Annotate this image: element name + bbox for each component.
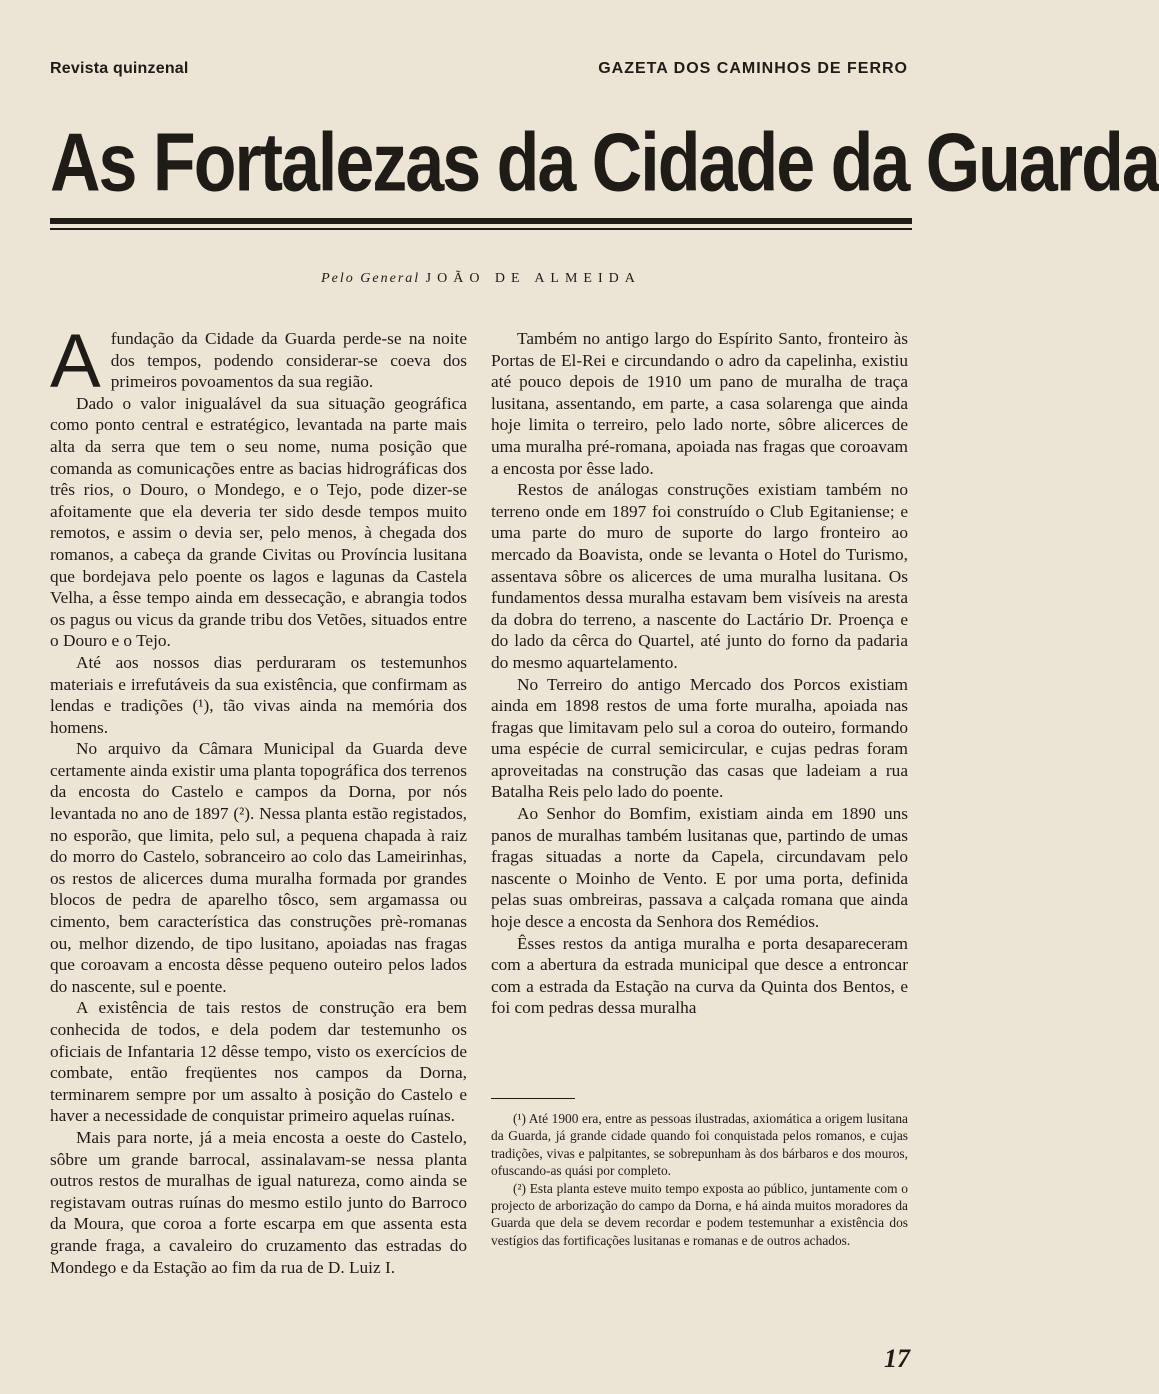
paragraph: Restos de análogas construções existiam também no terreno onde em 1897 foi construído o Club Egitaniense; e uma parte do muro de suporte do largo fronteiro ao mercado da Boavista, onde se levanta o Hotel do Turismo, assentava sôbre os alicerces de uma muralha lusitana. Os fundamentos dessa muralha estavam bem visíveis na aresta da dobra do terreno, a nascente do Lactário Dr. Proença e do lado da cêrca do Quartel, até junto do forno da padaria do mesmo aquartelamento.: [491, 480, 908, 672]
left-column: [50, 319, 467, 1278]
header-right: GAZETA DOS CAMINHOS DE FERRO: [598, 60, 908, 77]
page-number: 17: [884, 1344, 910, 1373]
paragraph: No arquivo da Câmara Municipal da Guarda deve certamente ainda existir uma planta topográfica dos terrenos da encosta do Castelo e campos da Dorna, por nós levantada no ano de 1897 (²). Nessa planta estão registados, no esporão, que limita, pelo sul, a pequena chapada à raiz do morro do Castelo, sobranceiro ao colo das Lameirinhas, os restos de alicerces duma muralha formada por grandes blocos de pedra de aparelho tôsco, sem argamassa ou cimento, bem característica das construções prè-romanas ou, melhor dizendo, de tipo lusitano, apoiadas nas fragas que coroavam a encosta dêsse pequeno outeiro pelos lados do nascente, sul e poente.: [50, 739, 467, 996]
footnote-rule: [491, 1098, 575, 1099]
drop-cap: A: [50, 319, 101, 404]
paragraph: Êsses restos da antiga muralha e porta desapareceram com a abertura da estrada municipal que desce a entroncar com a estrada da Estação na curva da Quinta dos Bentos, e foi com pedras dessa muralha: [491, 933, 908, 1018]
paragraph: Ao Senhor do Bomfim, existiam ainda em 1890 uns panos de muralhas também lusitanas que, partindo de umas fragas situadas a norte da Capela, circundavam pelo nascente o Moinho de Vento. E por uma porta, definida pelas suas ombreiras, passava a calçada romana que ainda hoje desce a encosta da Senhora dos Remédios.: [491, 804, 908, 932]
paragraph: Até aos nossos dias perduraram os testemunhos materiais e irrefutáveis da sua existência, que confirmam as lendas e tradições (¹), tão vivas ainda na memória dos homens.: [50, 652, 467, 737]
byline-prefix: Pelo General: [321, 271, 421, 286]
footnote-1: (¹) Até 1900 era, entre as pessoas ilustradas, axiomática a origem lusitana da Guarda, já grande cidade quando foi conquistada pelos romanos, e cujas tradições, vivas e palpitantes, se sobrepunham às dos bárbaros e dos mouros, ofuscando-as quási por completo.: [491, 1111, 908, 1179]
byline-author: JOÃO DE ALMEIDA: [425, 271, 641, 286]
footnote-2: (²) Esta planta esteve muito tempo exposta ao público, juntamente com o projecto de arborização do campo da Dorna, e há ainda muitos moradores da Guarda que dela se devem recordar e podem testemunhar a existência dos vestígios das fortificações lusitanas e romanas e de outros achados.: [491, 1180, 908, 1248]
byline: [0, 271, 962, 287]
paragraph: [50, 319, 467, 404]
paragraph: No Terreiro do antigo Mercado dos Porcos existiam ainda em 1898 restos de uma forte muralha, apoiada nas fragas que limitavam pelo sul a coroa do outeiro, formando uma espécie de curral semicircular, e cujas pedras foram aproveitadas na construção das casas que ladeiam a rua Batalha Reis pelo lado do poente.: [491, 674, 908, 802]
paragraph: Mais para norte, já a meia encosta a oeste do Castelo, sôbre um grande barrocal, assinalavam-se nessa planta outros restos de muralhas de igual natureza, como ainda se registavam outras ruínas do mesmo estilo junto do Barroco da Moura, que coroa a forte escarpa em que assenta esta grande fraga, a cavaleiro do cruzamento das estradas do Mondego e da Estação ao fim da rua de D. Luiz I.: [50, 1127, 467, 1277]
paragraph: A existência de tais restos de construção era bem conhecida de todos, e dela podem dar testemunho os oficiais de Infantaria 12 dêsse tempo, visto os exercícios de combate, então freqüentes nos campos da Dorna, terminarem sempre por um assalto à posição do Castelo e haver a necessidade de conquistar primeiro aquelas ruínas.: [50, 998, 467, 1126]
right-column: [491, 328, 908, 1019]
title-rule-thin: [50, 228, 912, 230]
paragraph-text: fundação da Cidade da Guarda perde-se na noite dos tempos, podendo considerar-se coeva dos primeiros povoamentos da sua região.: [110, 329, 467, 392]
paragraph: Dado o valor inigualável da sua situação geográfica como ponto central e estratégico, levantada na parte mais alta da serra que tem o seu nome, numa posição que comanda as comunicações entre as bacias hidrográficas dos três rios, o Douro, o Mondego, e o Tejo, pode dizer-se afoitamente que ela deveria ter sido desde tempos muito remotos, e assim o devia ser, pelo menos, à chegada dos romanos, a cabeça da grande Civitas ou Província lusitana que bordejava pelo poente os lagos e lagunas da Castela Velha, a êsse tempo ainda em dessecação, e abrangia todos os pagus ou vicus da grande tribu dos Vetões, situados entre o Douro e o Tejo.: [50, 393, 467, 651]
title-rule-thick: [50, 218, 912, 224]
header-left: Revista quinzenal: [50, 60, 189, 77]
footnotes: [491, 1110, 908, 1249]
article-title: As Fortalezas da Cidade da Guarda: [50, 115, 1159, 209]
paragraph: Também no antigo largo do Espírito Santo, fronteiro às Portas de El-Rei e circundando o adro da capelinha, existiu até pouco depois de 1910 um pano de muralha de traça lusitana, assentando, em parte, a casa solarenga que ainda hoje limita o terreiro, pelo lado norte, sôbre alicerces de uma muralha pré-romana, apoiada nas fragas que coroavam a encosta por êsse lado.: [491, 329, 908, 478]
